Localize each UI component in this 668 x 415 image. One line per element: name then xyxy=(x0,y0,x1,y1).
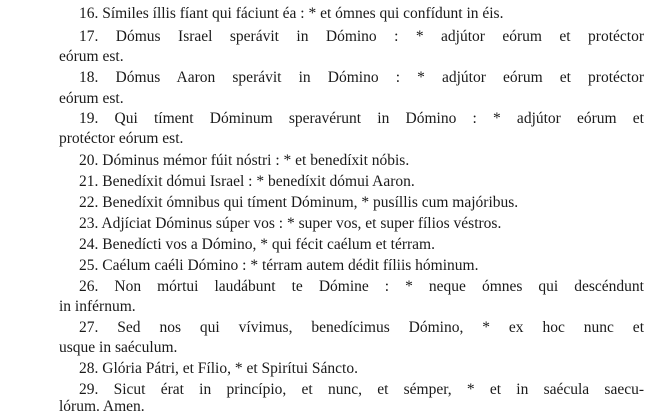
verse-17-line-1: 17. Dómus Israel sperávit in Dómino : * adjútor eórum et protéctor xyxy=(79,28,644,45)
verse-21-line-1: 21. Benedíxit dómui Israel : * benedíxit dómui Aaron. xyxy=(79,173,415,190)
verse-26-line-2: in inférnum. xyxy=(59,298,136,315)
verse-19-line-2: protéctor eórum est. xyxy=(59,130,184,147)
verse-25-line-1: 25. Caélum caéli Dómino : * térram autem dédit fíliis hóminum. xyxy=(79,257,479,274)
verse-20-line-1: 20. Dóminus mémor fúit nóstri : * et benedíxit nóbis. xyxy=(79,152,410,169)
verse-26-line-1: 26. Non mórtui laudábunt te Dómine : * neque ómnes qui descéndunt xyxy=(79,278,644,295)
verse-17-line-2: eórum est. xyxy=(59,48,124,65)
verse-16-line-1: 16. Símiles íllis fíant qui fáciunt éa : * et ómnes qui confídunt in éis. xyxy=(79,5,504,22)
verse-19-line-1: 19. Qui tíment Dóminum speravérunt in Dómino : * adjútor eórum et xyxy=(79,110,644,127)
verse-22-line-1: 22. Benedíxit ómnibus qui tíment Dóminum, * pusíllis cum majóribus. xyxy=(79,194,519,211)
verse-18-line-2: eórum est. xyxy=(59,90,124,107)
verse-29-line-2: lórum. Amen. xyxy=(59,398,145,415)
verse-27-line-2: usque in saéculum. xyxy=(59,339,178,356)
verse-23-line-1: 23. Adjíciat Dóminus súper vos : * super vos, et super fílios véstros. xyxy=(79,215,502,232)
verse-28-line-1: 28. Glória Pátri, et Fílio, * et Spirítui Sáncto. xyxy=(79,360,358,377)
verse-29-line-1: 29. Sicut érat in princípio, et nunc, et sémper, * et in saécula saecu- xyxy=(79,381,644,398)
verse-27-line-1: 27. Sed nos qui vívimus, benedícimus Dómino, * ex hoc nunc et xyxy=(79,319,644,336)
verse-18-line-1: 18. Dómus Aaron sperávit in Dómino : * adjútor eórum et protéctor xyxy=(79,69,644,86)
verse-24-line-1: 24. Benedícti vos a Dómino, * qui fécit caélum et térram. xyxy=(79,236,435,253)
